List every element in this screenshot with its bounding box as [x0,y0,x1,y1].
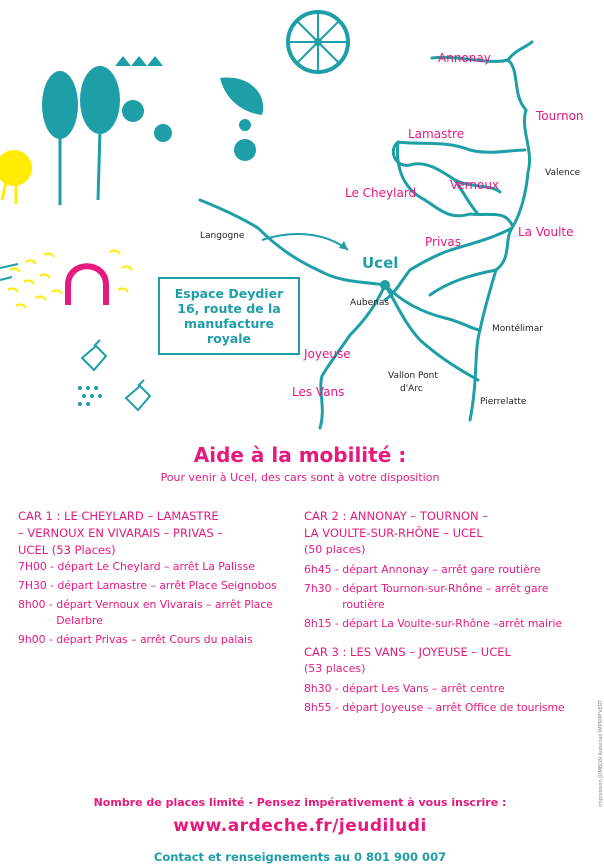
route-stop: 6h45 - départ Annonay – arrêt gare routière [304,563,541,576]
venue-address [158,277,300,355]
place-montelimar: Montélimar [492,324,544,334]
address-line: Espace Deydier [174,286,284,301]
place-vallon-2: d'Arc [400,384,423,394]
route-car-2 [304,508,580,632]
place-annonay: Annonay [438,51,491,65]
address-line: manufacture [183,316,275,331]
place-vallon: Vallon Pont [388,371,438,381]
route-stop: 7h30 - départ Tournon-sur-Rhône – arrêt gare routière [304,582,549,611]
page-subtitle: Pour venir à Ucel, des cars sont à votre disposition [160,471,440,484]
contact-info: Contact et renseignements au 0 801 900 007 [153,850,447,864]
place-tournon: Tournon [536,109,584,123]
address-line: 16, route de la [177,301,281,316]
route-title: CAR 3 : LES VANS – JOYEUSE – UCEL [304,645,511,659]
route-capacity: (53 places) [304,662,366,675]
route-stop: 7H30 - départ Lamastre – arrêt Place Seignobos [18,579,277,592]
route-title: CAR 2 : ANNONAY – TOURNON – LA VOULTE-SUR-RHÔNE – UCEL [304,509,488,540]
ucel-marker [380,280,390,290]
place-lamastre: Lamastre [408,127,465,141]
place-langogne: Langogne [200,231,245,241]
route-stop: 7H00 - départ Le Cheylard – arrêt La Palisse [18,560,255,573]
website-link[interactable]: www.ardeche.fr/jeudiludi [173,816,427,836]
route-stop: 8h30 - départ Les Vans – arrêt centre [304,682,505,695]
registration-notice: Nombre de places limité - Pensez impérativement à vous inscrire : [93,796,507,809]
route-title: CAR 1 : LE CHEYLARD – LAMASTRE – VERNOUX EN VIVARAIS – PRIVAS – UCEL (53 Places) [18,509,224,557]
map-illustration [0,0,600,432]
address-line: royale [206,331,252,346]
place-les-vans: Les Vans [292,385,345,399]
route-car-3 [304,644,580,716]
route-stop: 8h15 - départ La Voulte-sur-Rhône –arrêt mairie [304,617,563,630]
route-stop: 8h00 - départ Vernoux en Vivarais – arrêt Place Delarbre [18,598,273,627]
route-stop: 8h55 - départ Joyeuse – arrêt Office de tourisme [304,701,565,714]
place-joyeuse: Joyeuse [304,347,351,361]
route-car-1 [18,508,286,651]
route-column-2 [304,508,580,719]
place-le-cheylard: Le Cheylard [345,186,417,200]
place-ucel: Ucel [362,254,399,272]
place-vernoux: Vernoux [450,178,500,192]
place-aubenas: Aubenas [350,298,390,308]
place-valence: Valence [545,168,581,178]
place-pierrelatte: Pierrelatte [480,397,527,407]
route-capacity: (50 places) [304,543,366,556]
route-stop: 9h00 - départ Privas – arrêt Cours du palais [18,633,253,646]
place-la-voulte: La Voulte [518,225,574,239]
printer-credit: Impression JOMBON Aubenas IMPRIM'VERT [598,700,604,807]
page-title: Aide à la mobilité : [193,443,407,467]
place-privas: Privas [425,235,461,249]
